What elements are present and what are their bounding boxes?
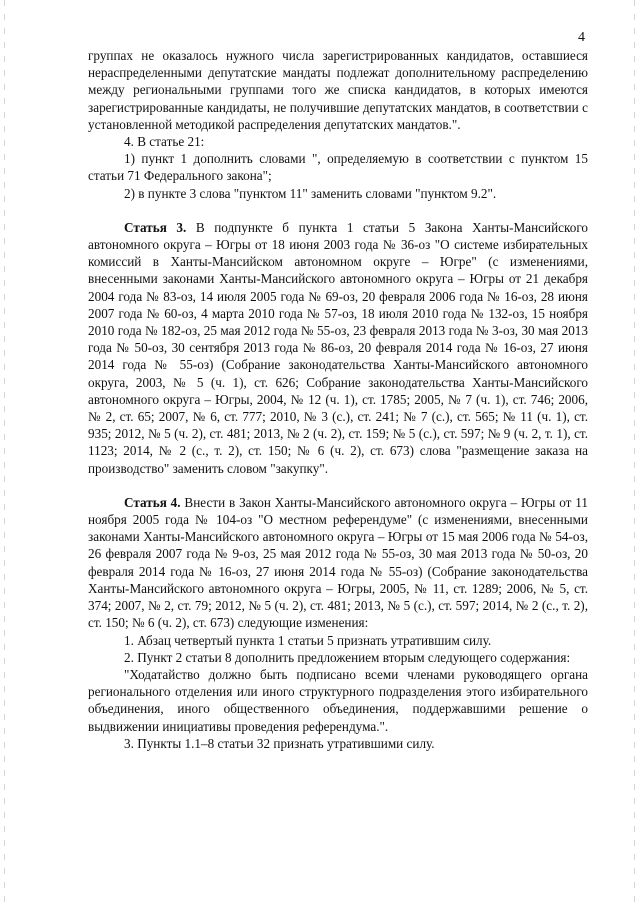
paragraph-continuation: группах не оказалось нужного числа зарегистрированных кандидатов, оставшиеся нераспределенными депутатские мандаты подлежат дополнительному распределению между региональными группами того же списка кандидатов, в которых имеются зарегистрированные кандидаты, не получившие депутатских мандатов, в соответствии с установленной методикой распределения депутатских мандатов.". (88, 48, 588, 132)
paragraph-change-2: 2. Пункт 2 статьи 8 дополнить предложением вторым следующего содержания: (124, 649, 571, 665)
paragraph-article-21-intro: 4. В статье 21: (124, 134, 205, 150)
paragraph-item-2: 2) в пункте 3 слова "пунктом 11" заменить словами "пунктом 9.2". (124, 185, 497, 201)
spacer (88, 477, 588, 494)
paragraph-quote: "Ходатайство должно быть подписано всеми членами руководящего органа регионального отделения или иного структурного подразделения этого избирательного объединения, иного общественного объединения, поддержавшими решение о выдвижении инициативы проведения референдума.". (88, 666, 588, 734)
article-4-text: Внести в Закон Ханты-Мансийского автономного округа – Югры от 11 ноября 2005 года № 104-оз "О местном референдуме" (с изменениями, внесенными законами Ханты-Мансийского автономного округа – Югры от 15 мая 2006 года № 54-оз, 26 февраля 2007 года № 9-оз, 25 мая 2012 года № 55-оз, 30 мая 2013 года № 50-оз, 20 февраля 2014 года № 16-оз, 27 июня 2014 года № 55-оз) (Собрание законодательства Ханты-Мансийского автономного округа – Югры, 2005, № 11, ст. 1289; 2006, № 5, ст. 374; 2007, № 2, ст. 79; 2012, № 5 (ч. 2), ст. 481; 2013, № 5 (с.), ст. 597; 2014, № 2 (с., т. 2), ст. 150; № 6 (ч. 2), ст. 673) следующие изменения: (88, 494, 588, 631)
paragraph-change-1: 1. Абзац четвертый пункта 1 статьи 5 признать утратившим силу. (124, 632, 492, 648)
article-3-text: В подпункте б пункта 1 статьи 5 Закона Ханты-Мансийского автономного округа – Югры от 18 июня 2003 года № 36-оз "О системе избирательных комиссий в Ханты-Мансийском автономном округе – Югре" (с изменениями, внесенными законами Ханты-Мансийского автономного округа – Югры от 21 декабря 2004 года № 83-оз, 14 июля 2005 года № 69-оз, 20 февраля 2006 года № 16-оз, 28 июня 2007 года № 60-оз, 4 марта 2010 года № 57-оз, 18 июля 2010 года № 132-оз, 15 ноября 2010 года № 182-оз, 25 мая 2012 года № 55-оз, 23 февраля 2013 года № 3-оз, 30 мая 2013 года № 50-оз, 30 сентября 2013 года № 86-оз, 20 февраля 2014 года № 16-оз, 27 июня 2014 года № 55-оз) (Собрание законодательства Ханты-Мансийского автономного округа, 2003, № 5 (ч. 1), ст. 626; Собрание законодательства Ханты-Мансийского автономного округа – Югры, 2004, № 12 (ч. 1), ст. 1785; 2005, № 7 (ч. 1), ст. 746; 2006, № 2, ст. 65; 2007, № 6, ст. 777; 2010, № 3 (с.), ст. 241; № 7 (с.), ст. 565; № 11 (ч. 1), ст. 935; 2012, № 5 (ч. 2), ст. 481; 2013, № 2 (ч. 2), ст. 159; № 5 (с.), ст. 597; № 9 (ч. 2, т. 1), ст. 1123; 2014, № 2 (с., т. 2), ст. 150; № 6 (ч. 2), ст. 673) слова "размещение заказа на производство" заменить словом "закупку". (88, 219, 589, 476)
document-body (88, 47, 588, 752)
page-number: 4 (578, 30, 585, 45)
article-4-paragraph (88, 494, 588, 632)
scan-edge-left (4, 0, 5, 905)
article-3-paragraph (88, 219, 588, 477)
article-4-heading: Статья 4. (124, 494, 181, 510)
paragraph-item-1: 1) пункт 1 дополнить словами ", определяемую в соответствии с пунктом 15 статьи 71 Федерального закона"; (88, 151, 588, 184)
scan-edge-right (634, 0, 635, 905)
spacer (88, 202, 588, 219)
paragraph-change-3: 3. Пункты 1.1–8 статьи 32 признать утратившими силу. (124, 735, 435, 751)
article-3-heading: Статья 3. (124, 219, 187, 235)
